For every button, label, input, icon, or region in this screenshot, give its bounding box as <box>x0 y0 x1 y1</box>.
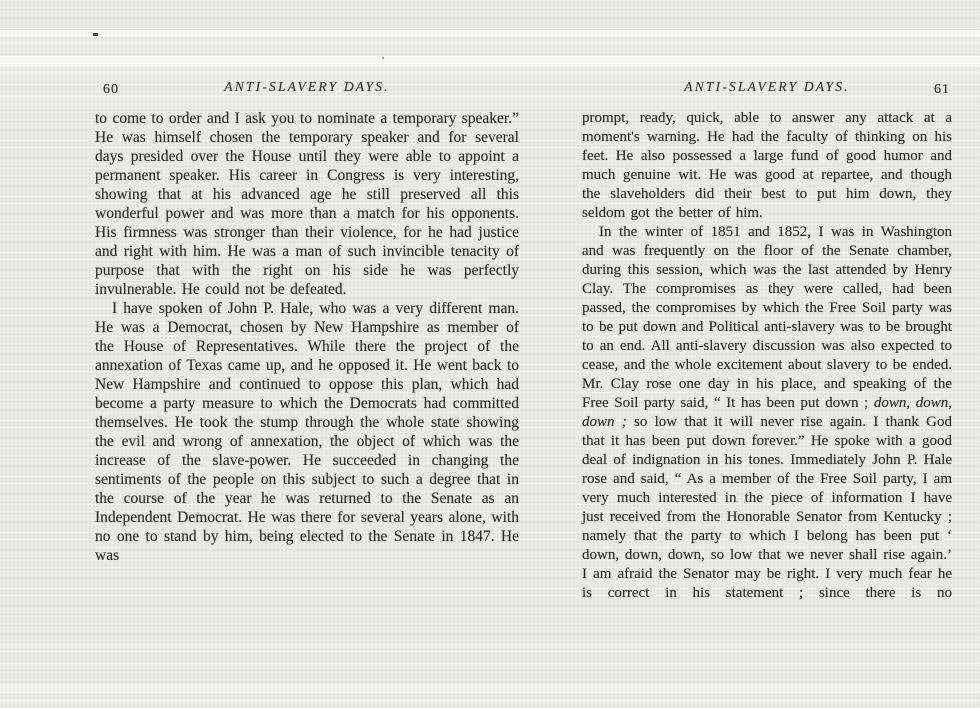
paragraph-segment-italic: down, down, down ; <box>582 395 952 430</box>
paragraph-segment: to come to order and I ask you to nominate a temporary speaker.” He was himself chosen the temporary speaker and for several days presided over the House until they were able to appoint a permanent speaker. His career in Congress is very interesting, showing that at his advanced age he still preserved all this wonderful power and was more than a match for his opponents. His firmness was stronger than their violence, for he had justice and right with him. He was a man of such invincible tenacity of purpose that with the right on his side he was perfectly invulnerable. He could not be defeated. <box>95 110 519 298</box>
page-right <box>582 76 952 603</box>
scan-streak <box>0 684 980 693</box>
paragraph-segment: In the winter of 1851 and 1852, I was in Washington and was frequently on the floor of the Senate chamber, during this session, which was the last attended by Henry Clay. The compromises as they were called, had been passed, the compromises by which the Free Soil party was to be put down and Political anti-slavery was to be brought to an end. All anti-slavery discussion was also expected to cease, and the whole excitement about slavery to be ended. Mr. Clay rose one day in his place, and speaking of the Free Soil party said, “ It has been put down ; <box>582 224 952 411</box>
paragraph <box>95 299 519 565</box>
scan-streak <box>0 699 980 703</box>
scan-speck <box>382 57 384 59</box>
page-number-right: 61 <box>934 82 950 97</box>
running-title-right: ANTI-SLAVERY DAYS. <box>684 79 850 94</box>
scan-streak <box>0 30 980 37</box>
paragraph-segment: prompt, ready, quick, able to answer any attack at a moment's warning. He had the faculty of thinking on his feet. He also possessed a large fund of good humor and much genuine wit. He was good at repartee, and though the slaveholders did their best to put him down, they seldom got the better of him. <box>582 110 952 221</box>
scan-speck <box>93 33 98 36</box>
paragraph-segment: I have spoken of John P. Hale, who was a very different man. He was a Democrat, chosen by New Hampshire as member of the House of Representatives. While there the project of the annexation of Texas came up, and he opposed it. He went back to New Hampshire and continued to oppose this plan, which had become a party measure to which the Democrats had committed themselves. He took the stump through the whole state showing the evil and wrong of annexation, the object of which was the increase of the slave-power. He succeeded in changing the sentiments of the people on this subject to such a degree that in the course of the year he was returned to the Senate as an Independent Democrat. He was there for several years alone, with no one to stand by him, being elected to the Senate in 1847. He was <box>95 300 519 564</box>
paragraph <box>582 223 952 603</box>
scan-streak <box>0 56 980 67</box>
page-left <box>95 76 519 565</box>
scan-streak <box>0 41 980 44</box>
page-number-left: 60 <box>103 82 119 97</box>
page-body-right <box>582 109 952 603</box>
paragraph-segment: so low that it will never rise again. I thank God that it has been put down forever.” He spoke with a good deal of indignation in his tones. Immediately John P. Hale rose and said, “ As a member of the Free Soil party, I am very much interested in the piece of information I have just received from the Honorable Senator from Kentucky ; namely that the party to which I belong has been put ‘ down, down, down, so low that we never shall rise again.’ I am afraid the Senator may be right. I very much fear he is correct in his statement ; since there is no <box>582 414 952 601</box>
paragraph <box>95 109 519 299</box>
page-body-left <box>95 109 519 565</box>
paragraph <box>582 109 952 223</box>
running-title-left: ANTI-SLAVERY DAYS. <box>224 79 390 94</box>
scan-streak <box>0 71 980 75</box>
scan-streak <box>0 662 980 664</box>
scan-streak <box>0 645 980 648</box>
page-header-right <box>582 76 952 109</box>
page-header-left <box>95 76 519 109</box>
